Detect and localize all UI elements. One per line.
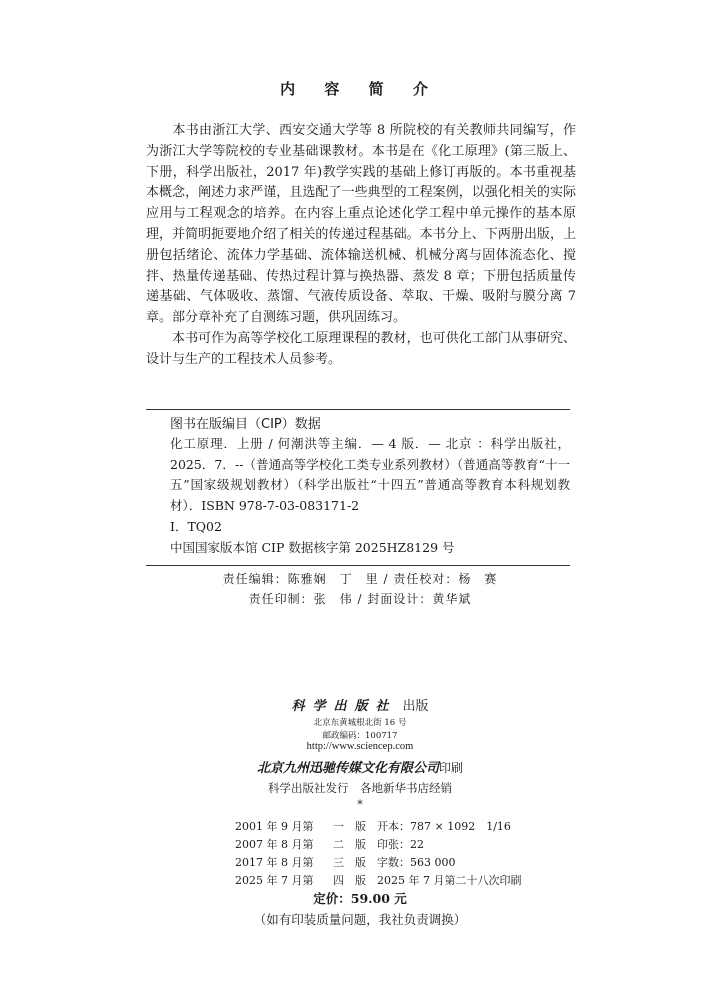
printer-name: 北京九州迅驰传媒文化有限公司 [256, 761, 439, 776]
intro-paragraph-1-text: 本书由浙江大学、西安交通大学等 8 所院校的有关教师共同编写，作为浙江大学等院校的专业基础课教材。本书是在《化工原理》(第三版上、下册，科学出版社，2017 年)教学实践的基础上修订再版的。本书重视基本概念，阐述力求严谨，且选配了一些典型的工程案例，以强化相关的实际应用与工程观念的培养。在内容上重点论述化学工程中单元操作的基本原理，并简明扼要地介绍了相关的传递过程基础。本书分上、下两册出版，上册包括绪论、流体力学基础、流体输送机械、机械分离与固体流态化、搅拌、热量传递基础、传热过程计算与换热器、蒸发 8 章；下册包括质量传递基础、气体吸收、蒸馏、气液传质设备、萃取、干燥、吸附与膜分离 7 章。部分章补充了自测练习题，供巩固练习。 [146, 123, 576, 326]
publisher-address: 北京东黄城根北街 16 号 [313, 718, 407, 728]
edition-number: 四 版 [333, 874, 366, 887]
edition-date: 2017 年 8 月第 [235, 856, 314, 869]
publisher-postcode: 邮政编码：100717 [322, 731, 398, 741]
edition-detail: 印张：22 [377, 838, 424, 851]
price: 定价：59.00 元 [313, 891, 407, 906]
intro-paragraph-2-text: 本书可作为高等学校化工原理课程的教材，也可供化工部门从事研究、设计与生产的工程技术人员参考。 [146, 331, 576, 367]
edition-number: 三 版 [333, 856, 366, 869]
distribution-line: 科学出版社发行 各地新华书店经销 [268, 781, 452, 795]
cip-title: 图书在版编目（CIP）数据 [170, 417, 321, 432]
edition-detail: 开本：787 × 1092 1/16 [377, 820, 511, 833]
publisher-suffix: 出版 [402, 699, 429, 714]
separator-star: * [357, 798, 363, 811]
printer-line [0, 757, 720, 776]
edition-date: 2007 年 8 月第 [235, 838, 314, 851]
publisher-line [0, 695, 720, 714]
credits-line-1: 责任编辑：陈雅娴 丁 里 / 责任校对：杨 赛 [222, 572, 498, 586]
edition-date: 2001 年 9 月第 [235, 820, 314, 833]
edition-row [235, 872, 521, 888]
edition-row [235, 854, 456, 870]
edition-row [235, 818, 511, 834]
intro-paragraph-2 [146, 329, 576, 371]
publisher-name: 科学出版社 [291, 699, 397, 714]
cip-bottom-rule [146, 565, 570, 566]
intro-paragraph-1 [146, 121, 576, 329]
edition-detail: 2025 年 7 月第二十八次印刷 [377, 874, 522, 887]
cip-classification: Ⅰ．TQ02 [170, 519, 222, 534]
cip-top-rule [146, 409, 570, 410]
edition-date: 2025 年 7 月第 [235, 874, 314, 887]
quality-notice: （如有印装质量问题，我社负责调换） [253, 912, 467, 927]
edition-detail: 字数：563 000 [377, 856, 456, 869]
cip-body: 化工原理．上册 / 何潮洪等主编．— 4 版．— 北京 ：科学出版社，2025．7．--（普通高等学校化工类专业系列教材）（普通高等教育“十一五”国家级规划教材）（科学出版社“十四五”普通高等教育本科规划教材）．ISBN 978-7-03-083171-2 [170, 436, 570, 513]
publisher-url: http://www.sciencep.com [306, 741, 414, 752]
edition-number: 二 版 [333, 838, 366, 851]
page-title: 内 容 简 介 [280, 80, 440, 98]
cip-record-number: 中国国家版本馆 CIP 数据核字第 2025HZ8129 号 [170, 540, 455, 555]
edition-number: 一 版 [333, 820, 366, 833]
edition-row [235, 836, 424, 852]
credits-line-2: 责任印制：张 伟 / 封面设计：黄华斌 [248, 592, 472, 606]
printer-suffix: 印刷 [439, 761, 464, 775]
